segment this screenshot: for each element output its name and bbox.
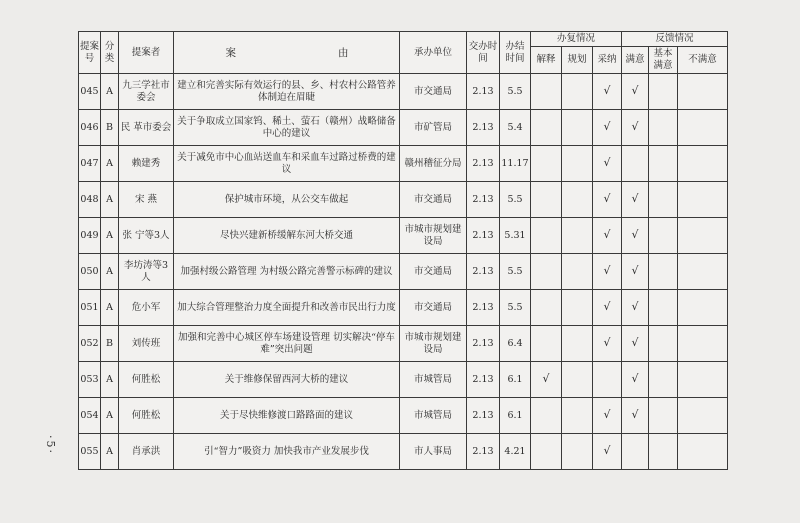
row-office-cell: 市矿管局 [400,110,467,146]
row-adopt-cell [593,290,622,326]
row-adopt-cell [593,326,622,362]
row-close-time-cell: 5.5 [500,290,531,326]
row-basic-cell [649,326,678,362]
row-satisfied-cell [622,110,649,146]
row-proposer-cell: 李坊涛等3人 [119,254,174,290]
row-close-time-cell: 5.5 [500,254,531,290]
row-id-cell: 053 [79,362,101,398]
row-assign-time-cell: 2.13 [467,74,500,110]
table-row [79,326,728,362]
row-unsat-cell [678,290,728,326]
row-explain-cell [531,182,562,218]
row-satisfied-cell [622,362,649,398]
check-mark-icon: √ [603,192,611,205]
row-plan-cell [562,110,593,146]
row-unsat-cell [678,146,728,182]
table-body [79,74,728,470]
row-id-cell: 054 [79,398,101,434]
row-unsat-cell [678,74,728,110]
row-plan-cell [562,218,593,254]
row-plan-cell [562,362,593,398]
row-satisfied-cell [622,326,649,362]
row-office-cell: 市交通局 [400,182,467,218]
row-satisfied-cell [622,434,649,470]
row-unsat-cell [678,218,728,254]
header-reply-plan: 规划 [562,47,593,74]
row-satisfied-cell [622,146,649,182]
row-reason-cell: 关于争取成立国家钨、稀土、萤石（赣州）战略储备中心的建议 [174,110,400,146]
row-unsat-cell [678,326,728,362]
header-reply-adopt: 采纳 [593,47,622,74]
row-close-time-cell: 6.4 [500,326,531,362]
row-plan-cell [562,434,593,470]
table-row [79,74,728,110]
header-assign-time: 交办时间 [467,32,500,74]
row-proposer-cell: 危小军 [119,290,174,326]
header-feedback-group: 反馈情况 [622,32,728,47]
header-reply-group: 办复情况 [531,32,622,47]
row-close-time-cell: 11.17 [500,146,531,182]
row-satisfied-cell [622,254,649,290]
row-category-cell: A [101,254,119,290]
row-id-cell: 055 [79,434,101,470]
row-reason-cell: 引“智力”吸资力 加快我市产业发展步伐 [174,434,400,470]
row-adopt-cell [593,146,622,182]
row-unsat-cell [678,434,728,470]
row-explain-cell [531,74,562,110]
row-proposer-cell: 九三学社市委会 [119,74,174,110]
row-plan-cell [562,146,593,182]
row-assign-time-cell: 2.13 [467,182,500,218]
row-adopt-cell [593,110,622,146]
check-mark-icon: √ [631,120,639,133]
table-row [79,362,728,398]
row-satisfied-cell [622,74,649,110]
check-mark-icon: √ [631,408,639,421]
row-office-cell: 市人事局 [400,434,467,470]
check-mark-icon: √ [603,156,611,169]
header-category: 分类 [101,32,119,74]
row-id-cell: 050 [79,254,101,290]
row-basic-cell [649,146,678,182]
row-plan-cell [562,290,593,326]
row-office-cell: 市交通局 [400,74,467,110]
row-close-time-cell: 4.21 [500,434,531,470]
row-category-cell: A [101,362,119,398]
row-explain-cell [531,362,562,398]
row-id-cell: 051 [79,290,101,326]
row-proposer-cell: 刘传班 [119,326,174,362]
row-close-time-cell: 5.5 [500,182,531,218]
row-id-cell: 046 [79,110,101,146]
row-office-cell: 市城管局 [400,362,467,398]
row-assign-time-cell: 2.13 [467,434,500,470]
row-reason-cell: 建立和完善实际有效运行的县、乡、村农村公路管养体制迫在眉睫 [174,74,400,110]
check-mark-icon: √ [603,120,611,133]
table-row [79,434,728,470]
row-satisfied-cell [622,290,649,326]
row-unsat-cell [678,398,728,434]
row-explain-cell [531,218,562,254]
check-mark-icon: √ [603,84,611,97]
header-row-top [79,32,728,47]
row-close-time-cell: 6.1 [500,362,531,398]
row-id-cell: 045 [79,74,101,110]
row-basic-cell [649,434,678,470]
row-reason-cell: 加强村级公路管理 为村级公路完善警示标碑的建议 [174,254,400,290]
row-proposer-cell: 张 宁等3人 [119,218,174,254]
row-explain-cell [531,326,562,362]
row-reason-cell: 加强和完善中心城区停车场建设管理 切实解决“停车难”突出问题 [174,326,400,362]
row-basic-cell [649,110,678,146]
check-mark-icon: √ [631,192,639,205]
check-mark-icon: √ [603,264,611,277]
row-plan-cell [562,182,593,218]
row-unsat-cell [678,110,728,146]
row-office-cell: 市城市规划建设局 [400,218,467,254]
row-proposer-cell: 宋 燕 [119,182,174,218]
row-category-cell: A [101,398,119,434]
row-id-cell: 048 [79,182,101,218]
check-mark-icon: √ [631,84,639,97]
row-explain-cell [531,434,562,470]
row-assign-time-cell: 2.13 [467,326,500,362]
check-mark-icon: √ [603,336,611,349]
header-fb-satisfied: 满意 [622,47,649,74]
row-proposer-cell: 民 革市委会 [119,110,174,146]
row-id-cell: 047 [79,146,101,182]
check-mark-icon: √ [603,300,611,313]
table-row [79,182,728,218]
row-unsat-cell [678,362,728,398]
row-office-cell: 赣州稽征分局 [400,146,467,182]
row-adopt-cell [593,74,622,110]
row-adopt-cell [593,182,622,218]
check-mark-icon: √ [542,372,550,385]
check-mark-icon: √ [603,228,611,241]
row-plan-cell [562,326,593,362]
row-basic-cell [649,362,678,398]
table-row [79,146,728,182]
header-fb-unsatisfied: 不满意 [678,47,728,74]
header-id: 提案号 [79,32,101,74]
row-satisfied-cell [622,398,649,434]
header-proposer: 提案者 [119,32,174,74]
check-mark-icon: √ [631,264,639,277]
row-reason-cell: 关于减免市中心血站送血车和采血车过路过桥费的建议 [174,146,400,182]
row-close-time-cell: 6.1 [500,398,531,434]
row-proposer-cell: 肖承洪 [119,434,174,470]
header-reply-explain: 解释 [531,47,562,74]
row-plan-cell [562,254,593,290]
row-assign-time-cell: 2.13 [467,110,500,146]
row-explain-cell [531,110,562,146]
row-plan-cell [562,398,593,434]
row-proposer-cell: 赖建秀 [119,146,174,182]
table-row [79,254,728,290]
row-adopt-cell [593,434,622,470]
row-office-cell: 市交通局 [400,290,467,326]
row-assign-time-cell: 2.13 [467,218,500,254]
check-mark-icon: √ [631,228,639,241]
row-adopt-cell [593,398,622,434]
row-satisfied-cell [622,218,649,254]
row-basic-cell [649,218,678,254]
row-close-time-cell: 5.5 [500,74,531,110]
row-office-cell: 市交通局 [400,254,467,290]
row-category-cell: B [101,110,119,146]
row-assign-time-cell: 2.13 [467,254,500,290]
row-id-cell: 049 [79,218,101,254]
row-unsat-cell [678,182,728,218]
row-unsat-cell [678,254,728,290]
row-assign-time-cell: 2.13 [467,398,500,434]
row-category-cell: B [101,326,119,362]
row-basic-cell [649,290,678,326]
row-explain-cell [531,146,562,182]
row-assign-time-cell: 2.13 [467,290,500,326]
row-plan-cell [562,74,593,110]
table-row [79,290,728,326]
row-proposer-cell: 何胜松 [119,398,174,434]
row-reason-cell: 保护城市环境，从公交车做起 [174,182,400,218]
row-category-cell: A [101,146,119,182]
row-category-cell: A [101,434,119,470]
row-assign-time-cell: 2.13 [467,362,500,398]
row-assign-time-cell: 2.13 [467,146,500,182]
row-explain-cell [531,254,562,290]
proposal-table [78,31,728,470]
row-proposer-cell: 何胜松 [119,362,174,398]
row-explain-cell [531,290,562,326]
row-id-cell: 052 [79,326,101,362]
row-reason-cell: 加大综合管理整治力度全面提升和改善市民出行力度 [174,290,400,326]
header-fb-basic: 基本满意 [649,47,678,74]
check-mark-icon: √ [631,372,639,385]
row-adopt-cell [593,254,622,290]
header-reason-right: 由 [288,32,400,74]
check-mark-icon: √ [631,336,639,349]
page-number: ·5· [44,435,57,455]
row-office-cell: 市城管局 [400,398,467,434]
table-row [79,110,728,146]
row-category-cell: A [101,290,119,326]
check-mark-icon: √ [603,444,611,457]
row-basic-cell [649,398,678,434]
table-row [79,218,728,254]
row-explain-cell [531,398,562,434]
header-office: 承办单位 [400,32,467,74]
row-basic-cell [649,182,678,218]
row-category-cell: A [101,218,119,254]
row-adopt-cell [593,218,622,254]
row-reason-cell: 关于维修保留西河大桥的建议 [174,362,400,398]
check-mark-icon: √ [603,408,611,421]
row-adopt-cell [593,362,622,398]
header-reason-left: 案 [174,32,288,74]
row-close-time-cell: 5.4 [500,110,531,146]
row-basic-cell [649,254,678,290]
row-office-cell: 市城市规划建设局 [400,326,467,362]
row-category-cell: A [101,74,119,110]
row-basic-cell [649,74,678,110]
row-category-cell: A [101,182,119,218]
row-satisfied-cell [622,182,649,218]
row-close-time-cell: 5.31 [500,218,531,254]
check-mark-icon: √ [631,300,639,313]
header-close-time: 办结时间 [500,32,531,74]
row-reason-cell: 关于尽快维修渡口路路面的建议 [174,398,400,434]
row-reason-cell: 尽快兴建新桥缓解东河大桥交通 [174,218,400,254]
table-row [79,398,728,434]
